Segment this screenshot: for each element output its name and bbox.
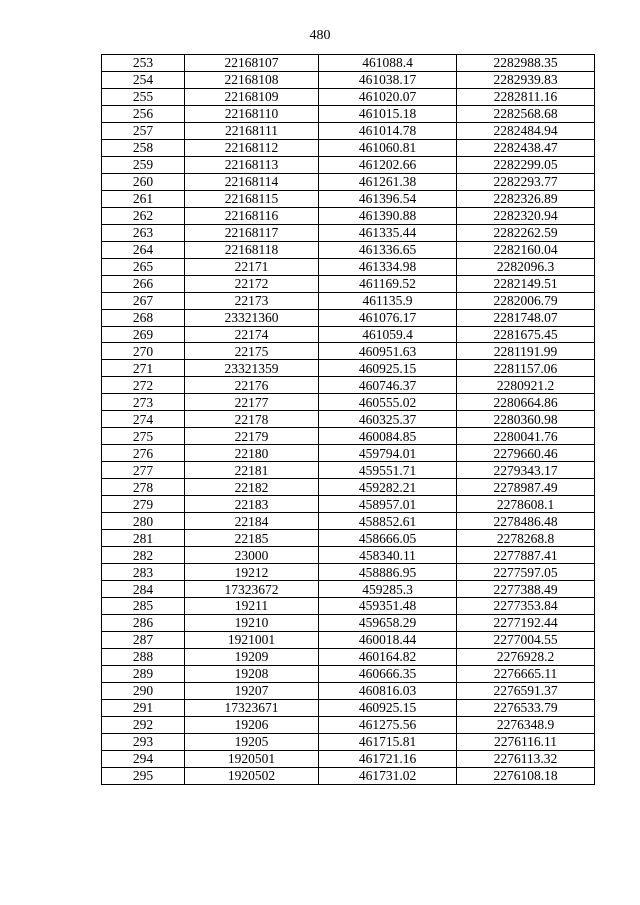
x-coordinate-cell: 458957.01 [319,496,457,513]
row-number-cell: 289 [102,665,185,682]
point-id-cell: 22168114 [185,173,319,190]
table-row [102,190,595,207]
point-id-cell: 1920502 [185,767,319,784]
y-coordinate-cell: 2276665.11 [457,665,595,682]
row-number-cell: 283 [102,564,185,581]
point-id-cell: 22168107 [185,55,319,72]
row-number-cell: 254 [102,71,185,88]
table-row [102,614,595,631]
x-coordinate-cell: 458340.11 [319,547,457,564]
row-number-cell: 261 [102,190,185,207]
point-id-cell: 22176 [185,377,319,394]
row-number-cell: 295 [102,767,185,784]
row-number-cell: 259 [102,156,185,173]
table-row [102,292,595,309]
row-number-cell: 268 [102,309,185,326]
x-coordinate-cell: 461014.78 [319,122,457,139]
row-number-cell: 284 [102,581,185,598]
table-row [102,258,595,275]
point-id-cell: 22175 [185,343,319,360]
table-row [102,275,595,292]
row-number-cell: 267 [102,292,185,309]
point-id-cell: 22168112 [185,139,319,156]
x-coordinate-cell: 460925.15 [319,699,457,716]
y-coordinate-cell: 2279343.17 [457,462,595,479]
table-row [102,411,595,428]
table-row [102,699,595,716]
x-coordinate-cell: 461335.44 [319,224,457,241]
row-number-cell: 280 [102,513,185,530]
point-id-cell: 22168117 [185,224,319,241]
y-coordinate-cell: 2282988.35 [457,55,595,72]
table-row [102,564,595,581]
x-coordinate-cell: 461334.98 [319,258,457,275]
point-id-cell: 19205 [185,733,319,750]
row-number-cell: 272 [102,377,185,394]
point-id-cell: 19207 [185,682,319,699]
y-coordinate-cell: 2282320.94 [457,207,595,224]
x-coordinate-cell: 461076.17 [319,309,457,326]
x-coordinate-cell: 459282.21 [319,479,457,496]
x-coordinate-cell: 460018.44 [319,631,457,648]
y-coordinate-cell: 2278608.1 [457,496,595,513]
point-id-cell: 22178 [185,411,319,428]
point-id-cell: 22168108 [185,71,319,88]
row-number-cell: 292 [102,716,185,733]
table-row [102,224,595,241]
table-row [102,360,595,377]
y-coordinate-cell: 2282939.83 [457,71,595,88]
page-number: 480 [309,28,331,43]
table-row [102,598,595,615]
row-number-cell: 270 [102,343,185,360]
x-coordinate-cell: 461088.4 [319,55,457,72]
table-row [102,377,595,394]
y-coordinate-cell: 2282326.89 [457,190,595,207]
table-row [102,88,595,105]
point-id-cell: 19212 [185,564,319,581]
table-row [102,648,595,665]
y-coordinate-cell: 2277192.44 [457,614,595,631]
x-coordinate-cell: 461721.16 [319,750,457,767]
row-number-cell: 266 [102,275,185,292]
x-coordinate-cell: 460325.37 [319,411,457,428]
row-number-cell: 276 [102,445,185,462]
y-coordinate-cell: 2277597.05 [457,564,595,581]
point-id-cell: 19208 [185,665,319,682]
x-coordinate-cell: 461038.17 [319,71,457,88]
x-coordinate-cell: 460925.15 [319,360,457,377]
x-coordinate-cell: 459658.29 [319,614,457,631]
point-id-cell: 22168116 [185,207,319,224]
row-number-cell: 291 [102,699,185,716]
table-row [102,122,595,139]
point-id-cell: 23321359 [185,360,319,377]
y-coordinate-cell: 2282293.77 [457,173,595,190]
x-coordinate-cell: 460084.85 [319,428,457,445]
point-id-cell: 22173 [185,292,319,309]
table-row [102,716,595,733]
table-row [102,326,595,343]
point-id-cell: 19211 [185,598,319,615]
point-id-cell: 22180 [185,445,319,462]
table-row [102,343,595,360]
y-coordinate-cell: 2282149.51 [457,275,595,292]
point-id-cell: 1920501 [185,750,319,767]
table-row [102,156,595,173]
table-row [102,665,595,682]
x-coordinate-cell: 461336.65 [319,241,457,258]
y-coordinate-cell: 2282811.16 [457,88,595,105]
row-number-cell: 278 [102,479,185,496]
x-coordinate-cell: 460816.03 [319,682,457,699]
row-number-cell: 294 [102,750,185,767]
table-row [102,139,595,156]
point-id-cell: 22182 [185,479,319,496]
table-row [102,105,595,122]
x-coordinate-cell: 460951.63 [319,343,457,360]
point-id-cell: 22174 [185,326,319,343]
table-row [102,55,595,72]
row-number-cell: 274 [102,411,185,428]
row-number-cell: 290 [102,682,185,699]
y-coordinate-cell: 2276348.9 [457,716,595,733]
y-coordinate-cell: 2282568.68 [457,105,595,122]
row-number-cell: 285 [102,598,185,615]
x-coordinate-cell: 461715.81 [319,733,457,750]
y-coordinate-cell: 2281748.07 [457,309,595,326]
point-id-cell: 22177 [185,394,319,411]
x-coordinate-cell: 461060.81 [319,139,457,156]
point-id-cell: 17323671 [185,699,319,716]
x-coordinate-cell: 458852.61 [319,513,457,530]
x-coordinate-cell: 461261.38 [319,173,457,190]
point-id-cell: 22168109 [185,88,319,105]
y-coordinate-cell: 2281191.99 [457,343,595,360]
row-number-cell: 273 [102,394,185,411]
row-number-cell: 286 [102,614,185,631]
x-coordinate-cell: 461015.18 [319,105,457,122]
row-number-cell: 264 [102,241,185,258]
table-row [102,462,595,479]
point-id-cell: 22168111 [185,122,319,139]
table-row [102,547,595,564]
y-coordinate-cell: 2277887.41 [457,547,595,564]
row-number-cell: 269 [102,326,185,343]
point-id-cell: 19210 [185,614,319,631]
x-coordinate-cell: 460666.35 [319,665,457,682]
table-row [102,241,595,258]
x-coordinate-cell: 461275.56 [319,716,457,733]
x-coordinate-cell: 461731.02 [319,767,457,784]
table-row [102,309,595,326]
x-coordinate-cell: 461169.52 [319,275,457,292]
y-coordinate-cell: 2282438.47 [457,139,595,156]
y-coordinate-cell: 2280664.86 [457,394,595,411]
row-number-cell: 255 [102,88,185,105]
y-coordinate-cell: 2277388.49 [457,581,595,598]
point-id-cell: 17323672 [185,581,319,598]
row-number-cell: 263 [102,224,185,241]
table-row [102,173,595,190]
point-id-cell: 22181 [185,462,319,479]
x-coordinate-cell: 459285.3 [319,581,457,598]
y-coordinate-cell: 2276533.79 [457,699,595,716]
table-body [102,55,595,785]
row-number-cell: 293 [102,733,185,750]
row-number-cell: 281 [102,530,185,547]
y-coordinate-cell: 2276928.2 [457,648,595,665]
row-number-cell: 260 [102,173,185,190]
point-id-cell: 19209 [185,648,319,665]
y-coordinate-cell: 2282006.79 [457,292,595,309]
table-row [102,733,595,750]
y-coordinate-cell: 2276591.37 [457,682,595,699]
y-coordinate-cell: 2276113.32 [457,750,595,767]
point-id-cell: 22184 [185,513,319,530]
row-number-cell: 271 [102,360,185,377]
table-row [102,750,595,767]
row-number-cell: 279 [102,496,185,513]
y-coordinate-cell: 2280921.2 [457,377,595,394]
point-id-cell: 22171 [185,258,319,275]
x-coordinate-cell: 460555.02 [319,394,457,411]
y-coordinate-cell: 2279660.46 [457,445,595,462]
point-id-cell: 22168113 [185,156,319,173]
x-coordinate-cell: 461390.88 [319,207,457,224]
point-id-cell: 22185 [185,530,319,547]
x-coordinate-cell: 459794.01 [319,445,457,462]
table-row [102,207,595,224]
row-number-cell: 258 [102,139,185,156]
y-coordinate-cell: 2281157.06 [457,360,595,377]
point-id-cell: 19206 [185,716,319,733]
row-number-cell: 256 [102,105,185,122]
table-row [102,428,595,445]
x-coordinate-cell: 458666.05 [319,530,457,547]
x-coordinate-cell: 459351.48 [319,598,457,615]
point-id-cell: 1921001 [185,631,319,648]
point-id-cell: 22183 [185,496,319,513]
point-id-cell: 22168115 [185,190,319,207]
x-coordinate-cell: 459551.71 [319,462,457,479]
y-coordinate-cell: 2280360.98 [457,411,595,428]
table-row [102,71,595,88]
x-coordinate-cell: 460746.37 [319,377,457,394]
x-coordinate-cell: 461202.66 [319,156,457,173]
table-row [102,682,595,699]
y-coordinate-cell: 2282262.59 [457,224,595,241]
point-id-cell: 23000 [185,547,319,564]
y-coordinate-cell: 2276108.18 [457,767,595,784]
y-coordinate-cell: 2282484.94 [457,122,595,139]
y-coordinate-cell: 2277353.84 [457,598,595,615]
row-number-cell: 282 [102,547,185,564]
x-coordinate-cell: 461135.9 [319,292,457,309]
y-coordinate-cell: 2276116.11 [457,733,595,750]
table-row [102,631,595,648]
x-coordinate-cell: 460164.82 [319,648,457,665]
y-coordinate-cell: 2277004.55 [457,631,595,648]
row-number-cell: 287 [102,631,185,648]
row-number-cell: 288 [102,648,185,665]
table-row [102,394,595,411]
y-coordinate-cell: 2280041.76 [457,428,595,445]
point-id-cell: 22179 [185,428,319,445]
point-id-cell: 22172 [185,275,319,292]
row-number-cell: 253 [102,55,185,72]
table-row [102,767,595,784]
x-coordinate-cell: 461020.07 [319,88,457,105]
row-number-cell: 262 [102,207,185,224]
table-row [102,479,595,496]
row-number-cell: 275 [102,428,185,445]
point-id-cell: 22168118 [185,241,319,258]
y-coordinate-cell: 2278268.8 [457,530,595,547]
y-coordinate-cell: 2278987.49 [457,479,595,496]
y-coordinate-cell: 2282096.3 [457,258,595,275]
table-row [102,530,595,547]
point-id-cell: 23321360 [185,309,319,326]
x-coordinate-cell: 461396.54 [319,190,457,207]
table-row [102,581,595,598]
table-row [102,496,595,513]
x-coordinate-cell: 461059.4 [319,326,457,343]
coordinates-table [101,54,595,785]
y-coordinate-cell: 2281675.45 [457,326,595,343]
y-coordinate-cell: 2278486.48 [457,513,595,530]
y-coordinate-cell: 2282160.04 [457,241,595,258]
table-row [102,445,595,462]
row-number-cell: 277 [102,462,185,479]
x-coordinate-cell: 458886.95 [319,564,457,581]
point-id-cell: 22168110 [185,105,319,122]
y-coordinate-cell: 2282299.05 [457,156,595,173]
row-number-cell: 257 [102,122,185,139]
row-number-cell: 265 [102,258,185,275]
table-row [102,513,595,530]
